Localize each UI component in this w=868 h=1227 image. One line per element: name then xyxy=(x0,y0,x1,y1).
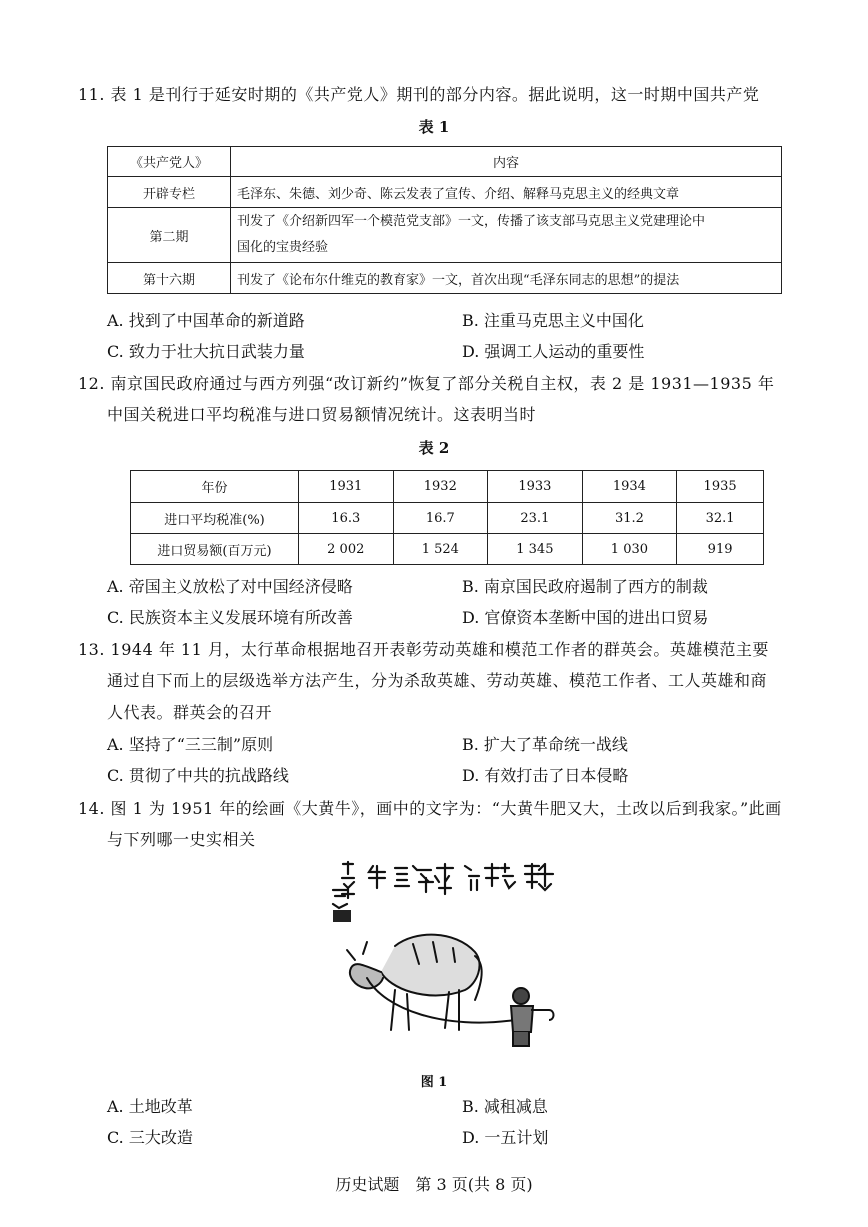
table2-cell: 919 xyxy=(677,534,764,565)
q14-option-b[interactable]: B. 减租减息 xyxy=(462,1097,548,1116)
table2-cell: 31.2 xyxy=(582,503,677,534)
table1-header-row xyxy=(108,147,782,177)
q11-option-d[interactable]: D. 强调工人运动的重要性 xyxy=(462,342,645,361)
table2-cell: 32.1 xyxy=(677,503,764,534)
q12-option-d[interactable]: D. 官僚资本垄断中国的进出口贸易 xyxy=(462,608,709,627)
q14-stem-line2: 与下列哪一史实相关 xyxy=(107,830,256,849)
table2-cell: 16.3 xyxy=(299,503,394,534)
table-row xyxy=(108,263,782,294)
table-row xyxy=(131,534,764,565)
q11-option-a[interactable]: A. 找到了中国革命的新道路 xyxy=(107,311,305,330)
table2-cell: 16.7 xyxy=(393,503,488,534)
table2-header-cell: 1931 xyxy=(299,471,394,503)
ox-figure xyxy=(347,935,515,1030)
table1-row-label: 开辟专栏 xyxy=(108,177,231,208)
calligraphy-inscription xyxy=(333,862,553,908)
q14-option-c[interactable]: C. 三大改造 xyxy=(107,1128,193,1147)
q12-option-b[interactable]: B. 南京国民政府遏制了西方的制裁 xyxy=(462,577,708,596)
q12-option-a[interactable]: A. 帝国主义放松了对中国经济侵略 xyxy=(107,577,353,596)
table-row xyxy=(108,208,782,263)
table1-caption: 表 1 xyxy=(418,118,450,136)
q12-stem-line1: 12. 南京国民政府通过与西方列强“改订新约”恢复了部分关税自主权，表 2 是 1931—1935 年 xyxy=(78,374,775,393)
table2-header-cell: 1932 xyxy=(393,471,488,503)
table2-header-cell: 1935 xyxy=(677,471,764,503)
table1-header-col2: 内容 xyxy=(231,147,782,177)
q13-stem-line3: 人代表。群英会的召开 xyxy=(107,703,273,722)
table2-header-cell: 1934 xyxy=(582,471,677,503)
table2-cell: 进口平均税准(%) xyxy=(131,503,299,534)
seal-stamp xyxy=(333,910,351,922)
farmer-figure xyxy=(511,988,554,1046)
q12-stem-line2: 中国关税进口平均税准与进口贸易额情况统计。这表明当时 xyxy=(107,405,537,424)
table1-content-line: 国化的宝贵经验 xyxy=(237,240,329,255)
table1-row-content: 刊发了《论布尔什维克的教育家》一文，首次出现“毛泽东同志的思想”的提法 xyxy=(231,263,782,294)
figure1-caption: 图 1 xyxy=(420,1075,448,1090)
table2-header-cell: 年份 xyxy=(131,471,299,503)
table2-cell: 1 030 xyxy=(582,534,677,565)
table-row xyxy=(108,177,782,208)
table-row xyxy=(131,503,764,534)
q12-option-c[interactable]: C. 民族资本主义发展环境有所改善 xyxy=(107,608,353,627)
table1-header-col1: 《共产党人》 xyxy=(108,147,231,177)
table1-row-label: 第十六期 xyxy=(108,263,231,294)
q13-option-c[interactable]: C. 贯彻了中共的抗战路线 xyxy=(107,766,289,785)
q14-stem-line1: 14. 图 1 为 1951 年的绘画《大黄牛》，画中的文字为：“大黄牛肥又大，土改以后到我家。”此画 xyxy=(78,799,782,818)
q11-option-c[interactable]: C. 致力于壮大抗日武装力量 xyxy=(107,342,305,361)
page-footer: 历史试题 第 3 页(共 8 页) xyxy=(335,1175,533,1194)
q13-stem-line2: 通过自下而上的层级选举方法产生，分为杀敌英雄、劳动英雄、模范工作者、工人英雄和商 xyxy=(107,671,768,690)
table2 xyxy=(130,470,764,565)
table2-cell: 1 524 xyxy=(393,534,488,565)
table2-caption: 表 2 xyxy=(418,439,450,457)
table2-cell: 2 002 xyxy=(299,534,394,565)
table2-cell: 进口贸易额(百万元) xyxy=(131,534,299,565)
table1-row-content xyxy=(231,208,782,263)
q11-option-b[interactable]: B. 注重马克思主义中国化 xyxy=(462,311,644,330)
q13-stem-line1: 13. 1944 年 11 月，太行革命根据地召开表彰劳动英雄和模范工作者的群英会。英雄模范主要 xyxy=(78,640,769,659)
table1-content-line: 刊发了《介绍新四军一个模范党支部》一文，传播了该支部马克思主义党建理论中 xyxy=(237,214,706,229)
table2-cell: 23.1 xyxy=(488,503,583,534)
table2-header-cell: 1933 xyxy=(488,471,583,503)
table1 xyxy=(107,146,782,294)
q14-option-a[interactable]: A. 土地改革 xyxy=(107,1097,193,1116)
q14-option-d[interactable]: D. 一五计划 xyxy=(462,1128,549,1147)
ox-painting-figure xyxy=(325,860,565,1060)
q13-option-d[interactable]: D. 有效打击了日本侵略 xyxy=(462,766,629,785)
table1-row-content: 毛泽东、朱德、刘少奇、陈云发表了宣传、介绍、解释马克思主义的经典文章 xyxy=(231,177,782,208)
q11-stem: 11. 表 1 是刊行于延安时期的《共产党人》期刊的部分内容。据此说明，这一时期中国共产党 xyxy=(78,85,760,104)
q13-option-b[interactable]: B. 扩大了革命统一战线 xyxy=(462,735,628,754)
table2-header-row xyxy=(131,471,764,503)
table2-cell: 1 345 xyxy=(488,534,583,565)
q13-option-a[interactable]: A. 坚持了“三三制”原则 xyxy=(107,735,274,754)
table1-row-label: 第二期 xyxy=(108,208,231,263)
